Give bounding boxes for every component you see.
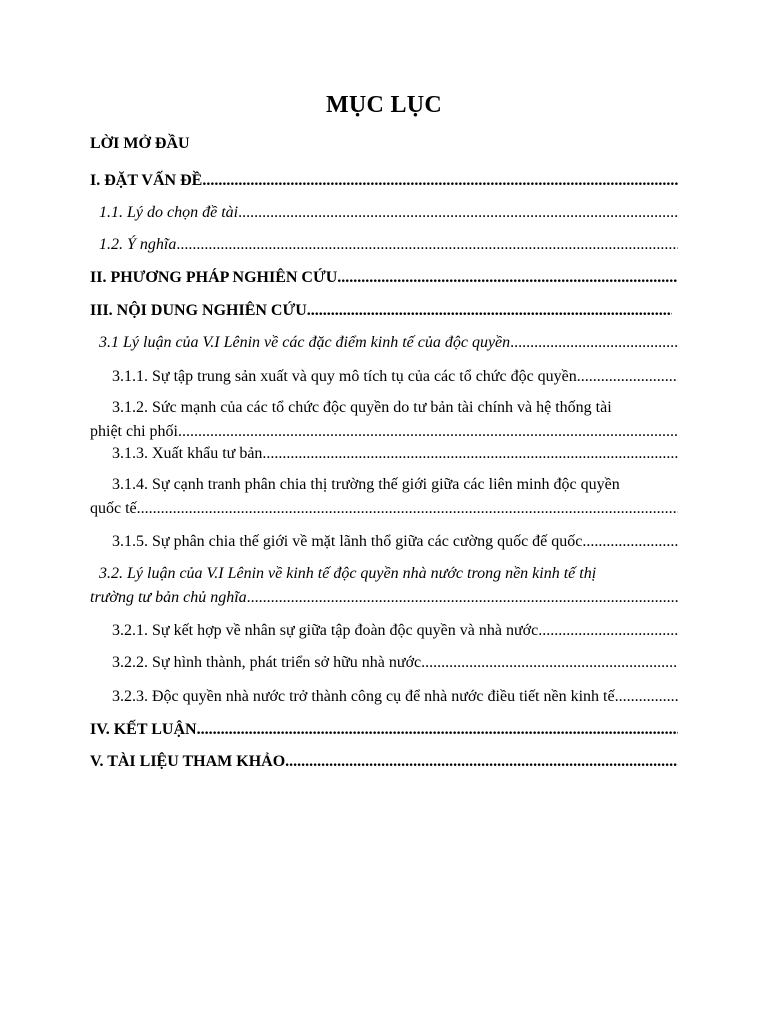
dot-leader <box>510 329 678 357</box>
toc-entry-section-1 <box>90 167 678 195</box>
toc-entry-1-2 <box>99 231 678 259</box>
toc-entry-text: II. PHƯƠNG PHÁP NGHIÊN CỨU <box>90 269 338 286</box>
dot-leader <box>176 231 678 259</box>
dot-leader <box>337 264 678 292</box>
toc-entry-text: III. NỘI DUNG NGHIÊN CỨU <box>90 302 307 319</box>
toc-entry-text-line2: quốc tế <box>90 500 137 517</box>
toc-entry-1-1 <box>99 199 678 227</box>
toc-entry-text: 1.2. Ý nghĩa <box>99 236 177 253</box>
toc-title: MỤC LỤC <box>325 92 443 118</box>
toc-entry-3-1-3 <box>112 440 678 468</box>
toc-entry-text: V. TÀI LIỆU THAM KHẢO <box>90 753 286 770</box>
toc-entry-3-1-4 <box>90 473 678 521</box>
toc-entry-text-line1: 3.1.4. Sự cạnh tranh phân chia thị trường thế giới giữa các liên minh độc quyền <box>112 476 620 493</box>
dot-leader <box>247 586 678 610</box>
toc-entry-text: 3.2.2. Sự hình thành, phát triển sở hữu nhà nước <box>112 654 422 671</box>
toc-entry-3-2-2 <box>112 649 678 677</box>
toc-entry-section-3 <box>90 297 672 325</box>
dot-leader <box>577 363 678 391</box>
toc-entry-3-2-1 <box>112 617 678 645</box>
toc-entry-text: IV. KẾT LUẬN <box>90 721 197 738</box>
dot-leader <box>538 617 678 645</box>
toc-entry-text-line1: 3.2. Lý luận của V.I Lênin về kinh tế độc quyền nhà nước trong nền kinh tế thị <box>99 565 597 582</box>
toc-entry-text: 1.1. Lý do chọn đề tài <box>99 204 239 221</box>
toc-entry-section-4 <box>90 716 678 744</box>
toc-entry-text: 3.2.3. Độc quyền nhà nước trở thành công cụ để nhà nước điều tiết nền kinh tế <box>112 688 615 705</box>
dot-leader <box>307 297 672 325</box>
toc-entry-text-line2: phiệt chi phối <box>90 423 178 440</box>
toc-entry-3-1-5 <box>112 528 678 556</box>
toc-entry-text-line1: 3.1.2. Sức mạnh của các tổ chức độc quyền do tư bản tài chính và hệ thống tài <box>112 399 612 416</box>
dot-leader <box>582 528 678 556</box>
toc-entry-text: 3.1.3. Xuất khẩu tư bản <box>112 445 263 462</box>
toc-entry-text-line2: trường tư bản chủ nghĩa <box>90 589 247 606</box>
toc-entry-text: 3.1.5. Sự phân chia thế giới về mặt lãnh thổ giữa các cường quốc đế quốc <box>112 533 583 550</box>
toc-entry-3-1 <box>99 329 678 357</box>
toc-entry-text: 3.1 Lý luận của V.I Lênin về các đặc điểm kinh tế của độc quyền <box>99 334 511 351</box>
toc-entry-section-5 <box>90 748 678 776</box>
toc-entry-section-2 <box>90 264 678 292</box>
toc-entry-3-1-2 <box>90 396 678 444</box>
toc-entry-3-1-1 <box>112 363 678 391</box>
dot-leader <box>421 649 678 677</box>
dot-leader <box>238 199 678 227</box>
dot-leader <box>202 167 678 195</box>
dot-leader <box>615 683 678 711</box>
toc-entry-3-2-3 <box>112 683 678 711</box>
toc-entry-text: 3.1.1. Sự tập trung sản xuất và quy mô tích tụ của các tổ chức độc quyền <box>112 368 577 385</box>
dot-leader <box>137 497 678 521</box>
toc-entry-text: 3.2.1. Sự kết hợp về nhân sự giữa tập đoàn độc quyền và nhà nước <box>112 622 539 639</box>
toc-entry-text: LỜI MỞ ĐẦU <box>90 135 190 152</box>
toc-entry-intro <box>90 130 678 158</box>
toc-entry-3-2 <box>90 562 678 610</box>
toc-entry-text: I. ĐẶT VẤN ĐỀ <box>90 172 203 189</box>
dot-leader <box>285 748 678 776</box>
dot-leader <box>197 716 678 744</box>
dot-leader <box>262 440 678 468</box>
